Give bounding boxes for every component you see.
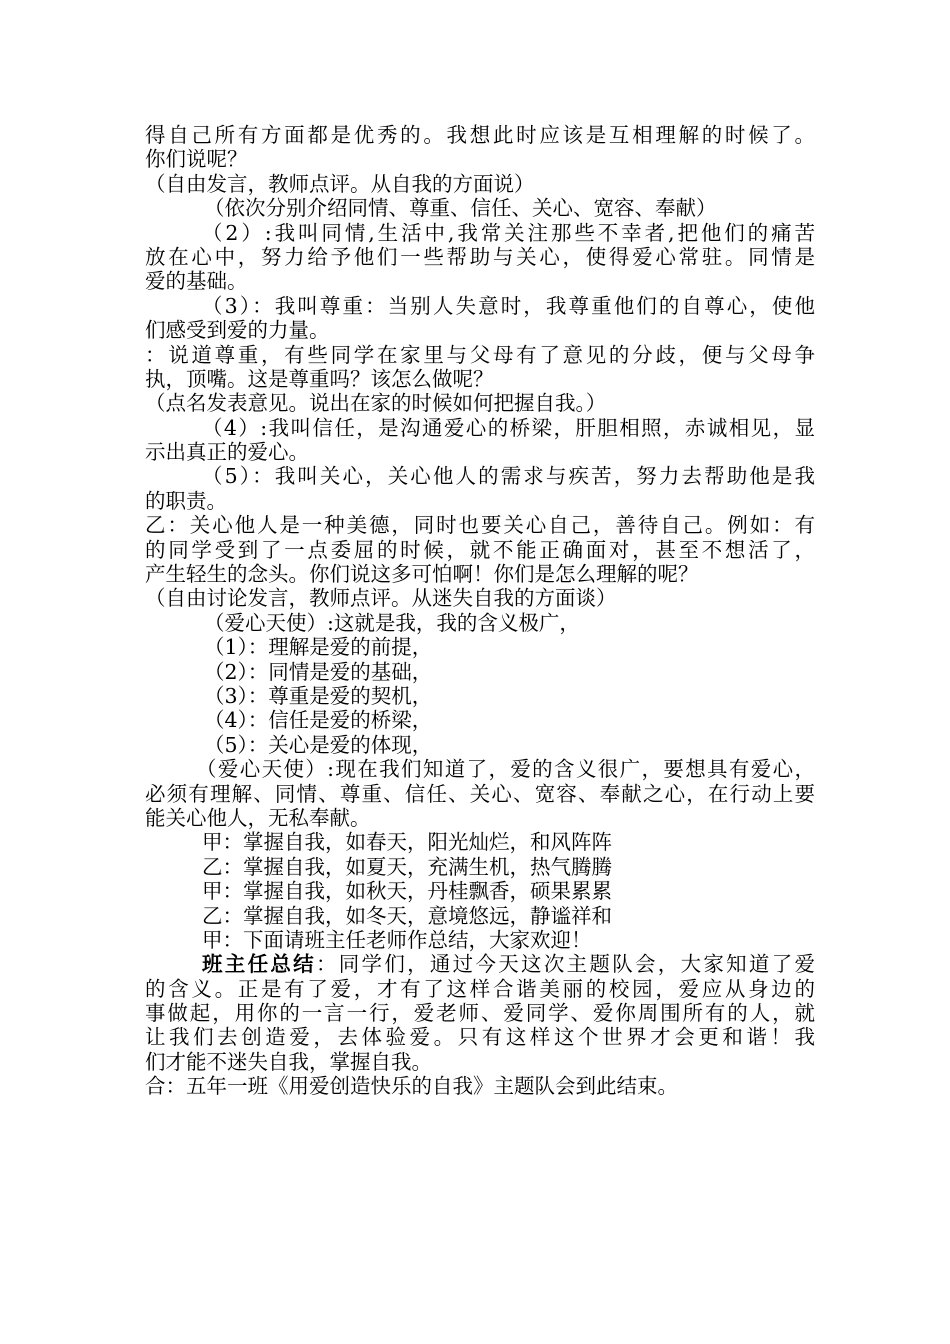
text-line: （4）:我叫信任，是沟通爱心的桥梁，肝胆相照，赤诚相见，显	[202, 415, 815, 440]
text-line: （2）:我叫同情,生活中,我常关注那些不幸者,把他们的痛苦	[202, 220, 815, 245]
text-line: 甲：掌握自我，如春天，阳光灿烂，和风阵阵	[202, 830, 612, 855]
text-line: （5）：我叫关心，关心他人的需求与疾苦，努力去帮助他是我	[202, 464, 815, 489]
text-line: 示出真正的爱心。	[145, 440, 309, 465]
document-body	[145, 123, 815, 952]
text-line: （自由发言，教师点评。从自我的方面说）	[145, 171, 535, 196]
document-page	[145, 123, 815, 1099]
text-line: 爱的基础。	[145, 269, 248, 294]
summary-line: 让我们去创造爱，去体验爱。只有这样这个世界才会更和谐！我	[145, 1025, 815, 1050]
text-line: 的同学受到了一点委屈的时候，就不能正确面对，甚至不想活了，	[145, 537, 815, 562]
text-line: 得自己所有方面都是优秀的。我想此时应该是互相理解的时候了。	[145, 123, 815, 147]
text-line: （1）：理解是爱的前提，	[204, 635, 433, 660]
text-line: （3）：我叫尊重：当别人失意时，我尊重他们的自尊心，使他	[202, 293, 815, 318]
text-line: （爱心天使）:这就是我，我的含义极广，	[204, 610, 580, 635]
text-line: 你们说呢？	[145, 147, 248, 172]
text-line: 的职责。	[145, 488, 227, 513]
summary-first-line-text: ：同学们，通过今天这次主题队会，大家知道了爱	[315, 952, 816, 977]
text-line: 甲：下面请班主任老师作总结，大家欢迎！	[202, 927, 592, 952]
text-line: 必须有理解、同情、尊重、信任、关心、宽容、奉献之心，在行动上要	[145, 781, 815, 806]
text-line: （5）：关心是爱的体现，	[204, 732, 433, 757]
summary-line: 的含义。正是有了爱，才有了这样合谐美丽的校园，爱应从身边的	[145, 976, 815, 1001]
text-line: 乙：掌握自我，如冬天，意境悠远，静谧祥和	[202, 903, 612, 928]
text-line: （4）：信任是爱的桥梁，	[204, 708, 433, 733]
closing-line: 合：五年一班《用爱创造快乐的自我》主题队会到此结束。	[145, 1074, 678, 1099]
summary-line: 事做起，用你的一言一行，爱老师、爱同学、爱你周围所有的人，就	[145, 1001, 815, 1026]
text-line: 执，顶嘴。这是尊重吗？该怎么做呢？	[145, 366, 494, 391]
text-line: ：说道尊重，有些同学在家里与父母有了意见的分歧，便与父母争	[145, 342, 815, 367]
summary-lead: 班主任总结	[202, 952, 316, 977]
text-line: （2）：同情是爱的基础，	[204, 659, 433, 684]
text-line: （点名发表意见。说出在家的时候如何把握自我。）	[145, 391, 607, 416]
text-line: 乙：掌握自我，如夏天，充满生机，热气腾腾	[202, 854, 612, 879]
text-line: （爱心天使）:现在我们知道了，爱的含义很广，要想具有爱心，	[196, 757, 815, 782]
text-line: （3）：尊重是爱的契机，	[204, 683, 433, 708]
text-line: （自由讨论发言，教师点评。从迷失自我的方面谈）	[145, 586, 617, 611]
text-line: 能关心他人，无私奉献。	[145, 805, 371, 830]
text-line: 放在心中，努力给予他们一些帮助与关心，使得爱心常驻。同情是	[145, 244, 815, 269]
text-line: （依次分别介绍同情、尊重、信任、关心、宽容、奉献）	[204, 196, 717, 221]
summary-line: 们才能不迷失自我，掌握自我。	[145, 1049, 432, 1074]
text-line: 们感受到爱的力量。	[145, 318, 330, 343]
text-line: 甲：掌握自我，如秋天，丹桂飘香，硕果累累	[202, 879, 612, 904]
text-line: 乙：关心他人是一种美德，同时也要关心自己，善待自己。例如：有	[145, 513, 815, 538]
summary-first-line	[145, 952, 815, 976]
text-line: 产生轻生的念头。你们说这多可怕啊！你们是怎么理解的呢？	[145, 562, 699, 587]
